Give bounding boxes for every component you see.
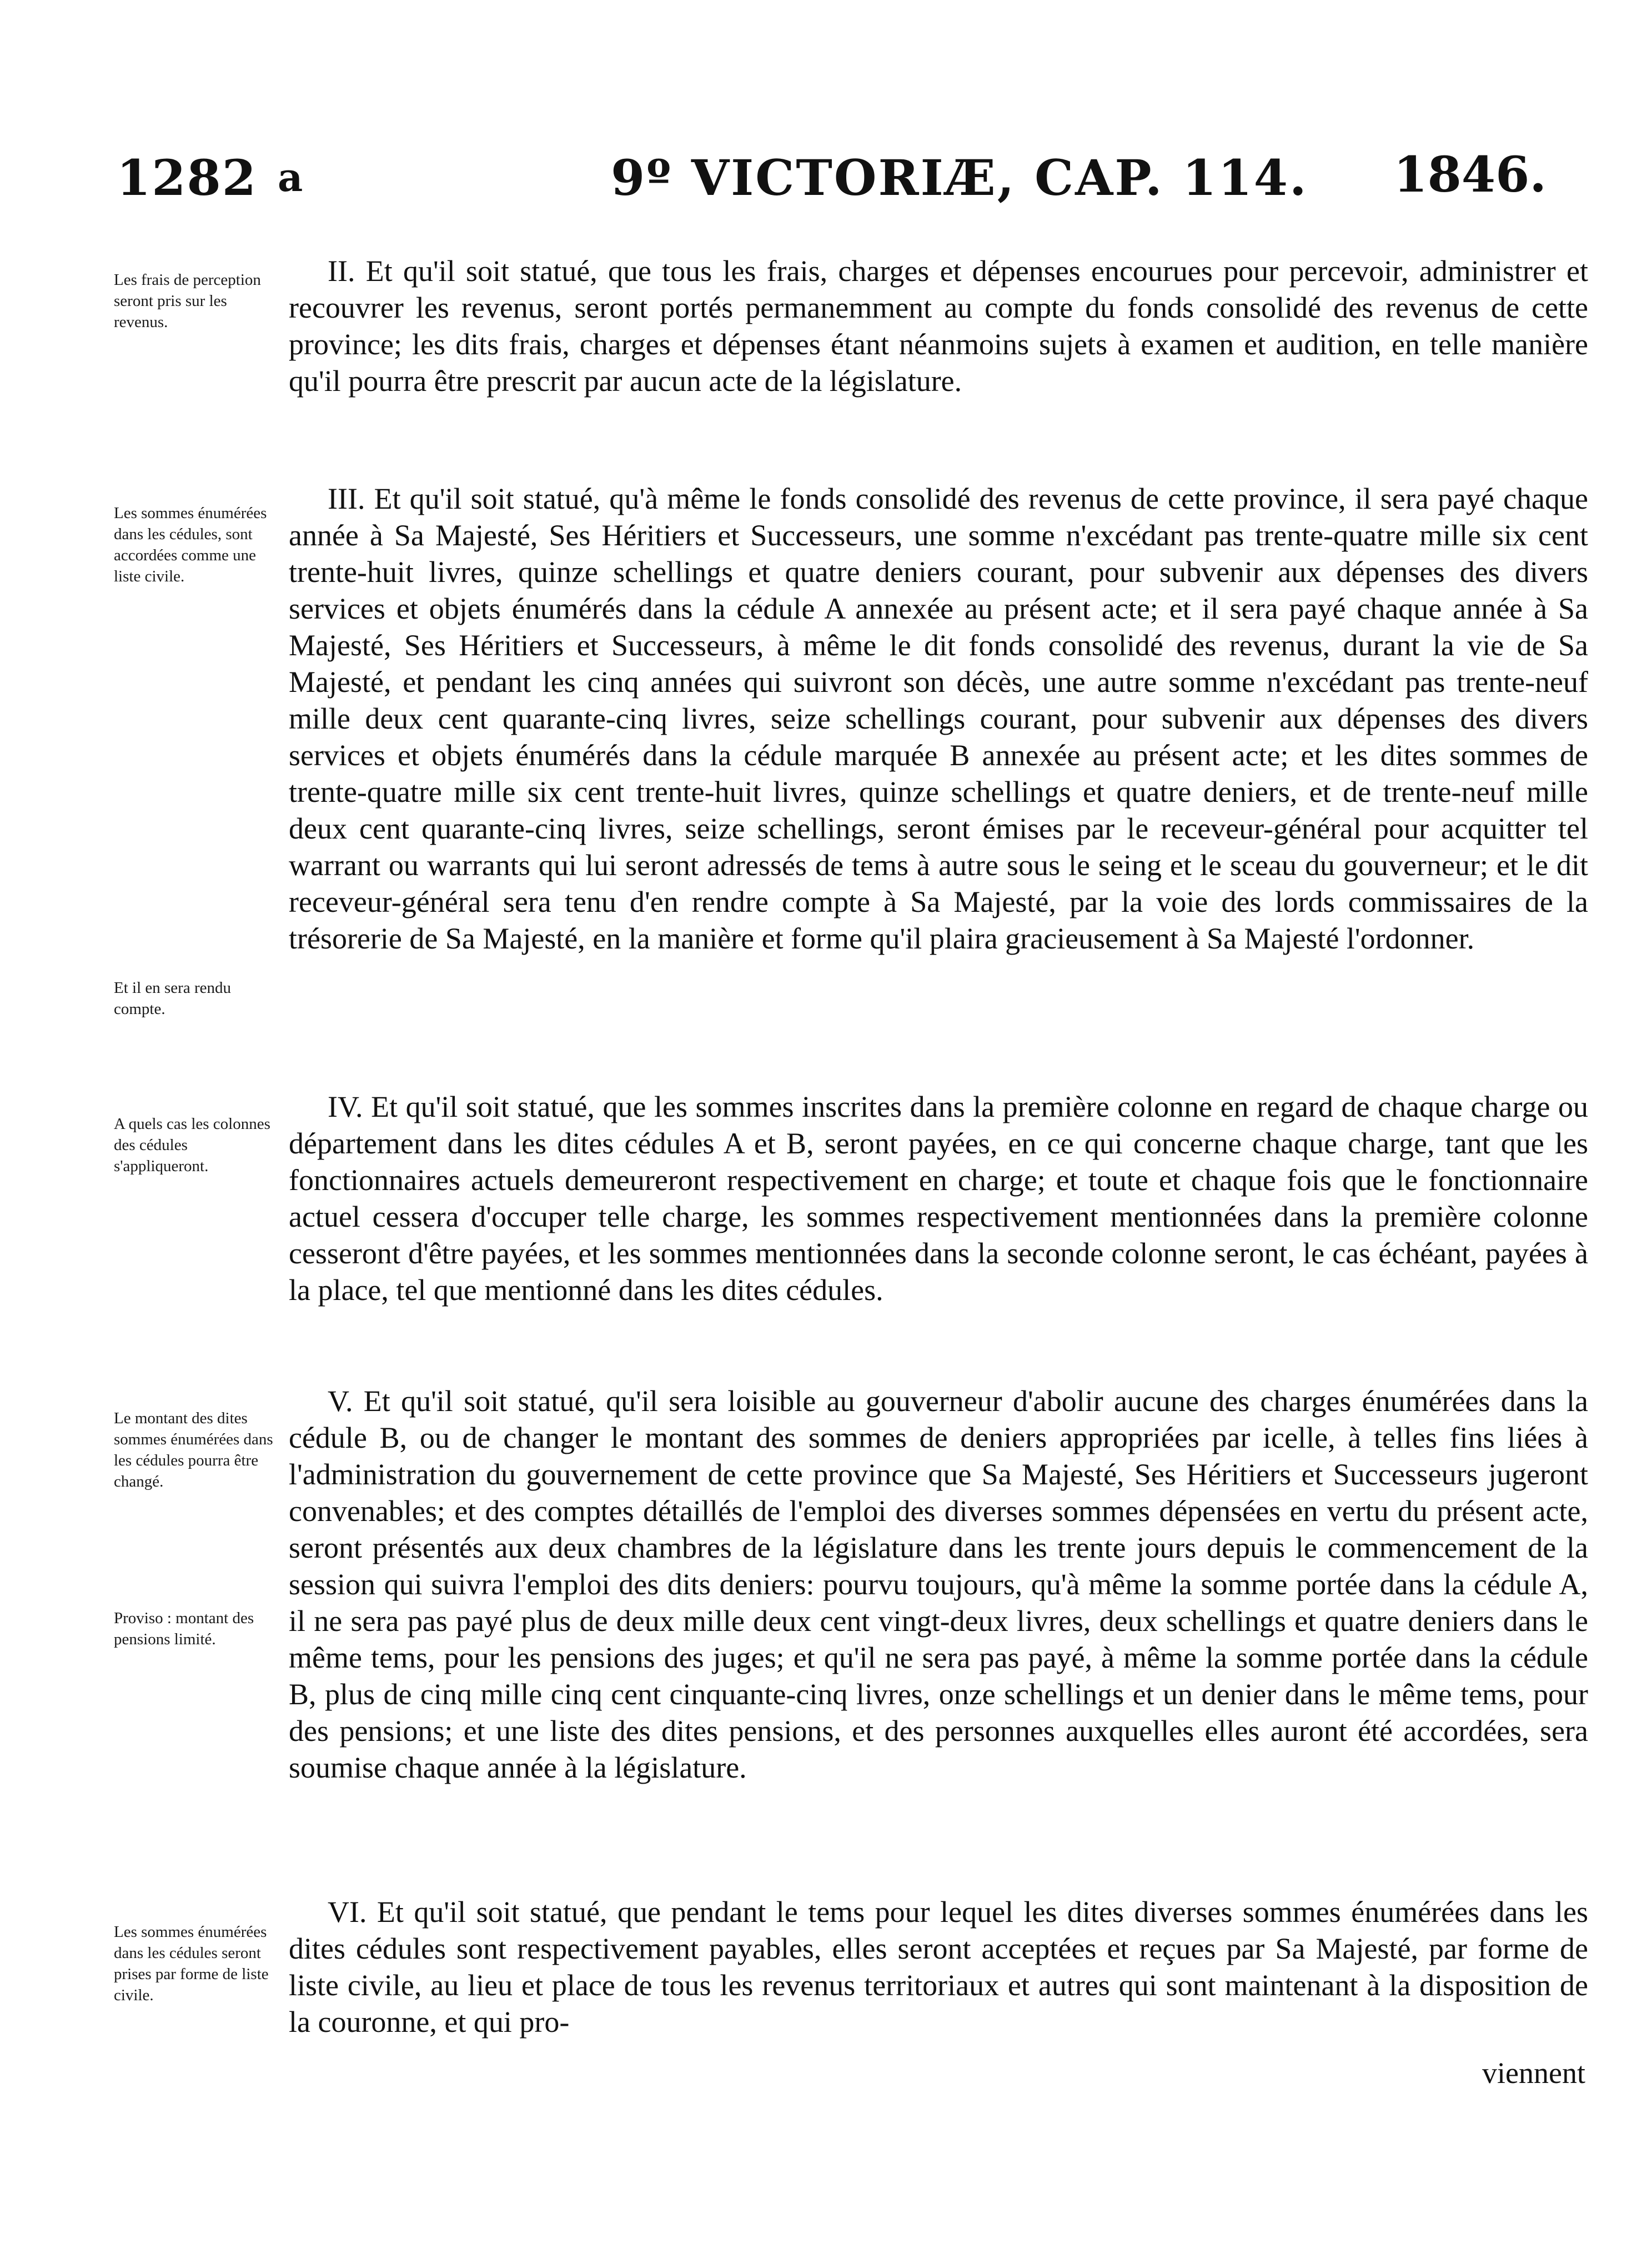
section-text: IV. Et qu'il soit statué, que les sommes inscrites dans la première colonne en regard de chaque charge ou département dans les dites cédules A et B, seront payées, en ce qui concerne chaque charge, tant que les fonctionnaires actuels demeureront respectivement en charge; et toute et chaque fois que le fonctionnaire actuel cessera d'occuper telle charge, les sommes respectivement mentionnées dans la première colonne cesseront d'être payées, et les sommes mentionnées dans la seconde colonne seront, le cas échéant, payées à la place, tel que mentionné dans les dites cédules. bbox=[289, 1090, 1588, 1307]
running-header bbox=[0, 145, 1652, 215]
sidenote: Le montant des dites sommes énumérées dans les cédules pourra être changé. bbox=[114, 1409, 273, 1490]
sidenote: Les frais de perception seront pris sur les revenus. bbox=[114, 271, 261, 331]
section-text: III. Et qu'il soit statué, qu'à même le fonds consolidé des revenus de cette province, il sera payé chaque année à Sa Majesté, Ses Héritiers et Successeurs, une somme n'excédant pas trente-quatre mille six cent trente-huit livres, quinze schellings et quatre deniers courant, pour subvenir aux dépenses des divers services et objets énumérés dans la cédule A annexée au présent acte; et il sera payé chaque année à Sa Majesté, Ses Héritiers et Successeurs, à même le dit fonds consolidé des revenus, durant la vie de Sa Majesté, et pendant les cinq années qui suivront son décès, une autre somme n'excédant pas trente-neuf mille deux cent quarante-cinq livres, seize schellings courant, pour subvenir aux dépenses des divers services et objets énumérés dans la cédule marquée B annexée au présent acte; et les dites sommes de trente-quatre mille six cent trente-huit livres, quinze schellings et quatre deniers, et de trente-neuf mille deux cent quarante-cinq livres, seize schellings, seront émises par le receveur-général pour acquitter tel warrant ou warrants qui lui seront adressés de tems à autre sous le seing et le sceau du gouverneur; et le dit receveur-général sera tenu d'en rendre compte à Sa Majesté, par la voie des lords commissaires de la trésorerie de Sa Majesté, en la manière et forme qu'il plaira gracieusement à Sa Majesté l'ordonner. bbox=[289, 482, 1588, 955]
page-number: 1282 bbox=[117, 149, 257, 207]
sidenote: Proviso : montant des pensions limité. bbox=[114, 1609, 254, 1648]
sidenote: Et il en sera rendu compte. bbox=[114, 979, 231, 1018]
section-text: II. Et qu'il soit statué, que tous les frais, charges et dépenses encourues pour percevoir, administrer et recouvrer les revenus, seront portés permanemment au compte du fonds consolidé des revenus de cette province; les dits frais, charges et dépenses étant néanmoins sujets à examen et audition, en telle manière qu'il pourra être prescrit par aucun acte de la législature. bbox=[289, 254, 1588, 398]
sidenote: Les sommes énumérées dans les cédules seront prises par forme de liste civile. bbox=[114, 1923, 269, 2004]
page-suffix: a bbox=[278, 154, 303, 200]
section-text: VI. Et qu'il soit statué, que pendant le tems pour lequel les dites diverses sommes énumérées dans les dites cédules sont respectivement payables, elles seront acceptées et reçues par Sa Majesté, par forme de liste civile, au lieu et place de tous les revenus territoriaux et autres qui sont maintenant à la disposition de la couronne, et qui pro- bbox=[289, 1895, 1588, 2039]
catchword: viennent bbox=[1482, 2056, 1585, 2090]
section-text: V. Et qu'il soit statué, qu'il sera loisible au gouverneur d'abolir aucune des charges énumérées dans la cédule B, ou de changer le montant des sommes de deniers appropriées par icelle, à telles fins liées à l'administration du gouvernement de cette province que Sa Majesté, Ses Héritiers et Successeurs jugeront convenables; et des comptes détaillés de l'emploi des diverses sommes dépensées en vertu du présent acte, seront présentés aux deux chambres de la législature dans les trente jours depuis le commencement de la session qui suivra l'emploi des dits deniers: pourvu toujours, qu'à même la somme portée dans la cédule A, il ne sera pas payé plus de deux mille deux cent vingt-deux livres, deux schellings et quatre deniers dans le même tems, pour les pensions des juges; et qu'il ne sera pas payé, à même la somme portée dans la cédule B, plus de cinq mille cinq cent cinquante-cinq livres, onze schellings et un denier dans le même tems, pour des pensions; et une liste des dites pensions, et des personnes auxquelles elles auront été accordées, sera soumise chaque année à la législature. bbox=[289, 1384, 1588, 1784]
sidenote: A quels cas les colonnes des cédules s'appliqueront. bbox=[114, 1115, 270, 1175]
statute-title: 9º VICTORIÆ, CAP. 114. bbox=[611, 149, 1308, 207]
sidenote: Les sommes énumérées dans les cédules, sont accordées comme une liste civile. bbox=[114, 504, 267, 585]
statute-year: 1846. bbox=[1393, 145, 1546, 203]
